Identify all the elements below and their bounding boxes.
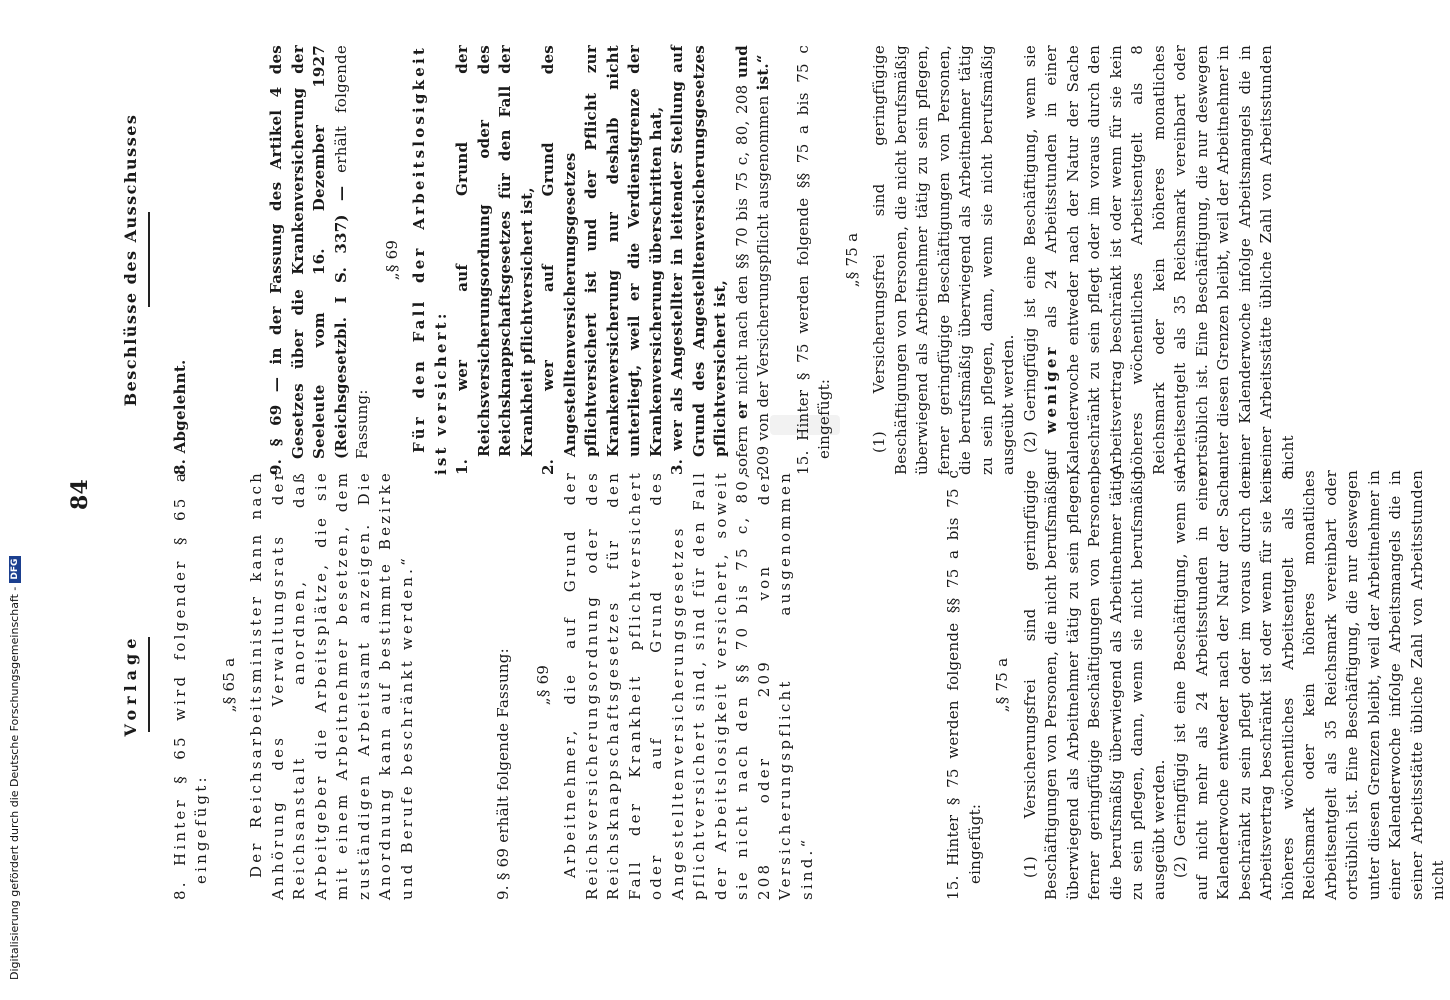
paragraph-75a-1: (1) Versicherungsfrei sind geringfügige Beschäftigungen von Personen, die nicht berufsmäßig überwiegend als Arbeitnehmer tätig zu sein pflegen, ferner geringfügige Beschäftigungen von Personen, die berufsmäßig überwiegend als Arbeitnehmer tätig zu sein pflegen, dann, wenn sie nicht berufsmäßig ausgeübt werden.: [1020, 470, 1168, 900]
paragraph-8-decision: 8. Abgelehnt.: [170, 359, 189, 475]
paragraph-75a-1: (1) Versicherungsfrei sind geringfügige Beschäftigungen von Personen, die nicht berufsmäßig überwiegend als Arbeitnehmer tätig zu sein pflegen, ferner geringfügige Beschäftigungen von Personen, die berufsmäßig überwiegend als Arbeitnehmer tätig zu sein pflegen, dann, wenn sie nicht berufsmäßig ausgeübt werden.: [870, 45, 1017, 475]
section-marker-69: „§ 69: [382, 239, 401, 281]
column-vorlage: [120, 470, 1450, 900]
paragraph-9-intro: [266, 45, 374, 475]
section-marker-65a: „§ 65 a: [219, 657, 238, 713]
paragraph-15-intro: 15. Hinter § 75 werden folgende §§ 75 a bis 75 c eingefügt:: [944, 470, 984, 900]
footer-text: Digitalisierung gefördert durch die Deutsche Forschungsgemeinschaft -: [8, 586, 21, 980]
paragraph-69-list: [452, 45, 732, 475]
paragraph-8-intro: 8. Hinter § 65 wird folgender § 65 a eingefügt:: [170, 470, 210, 900]
list-item: 1. wer auf Grund der Reichsversicherungsordnung oder des Reichsknappschaftsgesetzes für den Fall der Krankheit pflichtversichert ist,: [453, 45, 536, 475]
dfg-logo-icon: DFG: [9, 556, 21, 583]
paragraph-75a-2: (2) Geringfügig ist eine Beschäftigung, wenn sie auf nicht mehr als 24 Arbeitsstunden in einer Kalenderwoche entweder nach der Natur der Sache beschränkt zu sein pflegt oder im voraus durch den Arbeitsvertrag beschränkt ist oder wenn für sie kein höheres wöchentliches Arbeitsentgelt als 8 Reichsmark oder kein höheres monatliches Arbeitsentgelt als 35 Reichsmark vereinbart oder ortsüblich ist. Eine Beschäftigung, die nur deswegen unter diesen Grenzen bleibt, weil der Arbeitnehmer in einer Kalenderwoche infolge Arbeitsmangels die in seiner Arbeitsstätte übliche Zahl von Arbeitsstunden nicht: [1171, 470, 1447, 900]
paragraph-75a-2: (2) Geringfügig ist eine Beschäftigung, wenn sie auf weniger als 24 Arbeitsstunden in einer Kalenderwoche entweder nach der Natur der Sache beschränkt zu sein pflegt oder im voraus durch den Arbeitsvertrag beschränkt ist oder wenn für sie kein höheres wöchentliches Arbeitsentgelt als 8 Reichsmark oder kein höheres monatliches Arbeitsentgelt als 35 Reichsmark vereinbart oder ortsüblich ist. Eine Beschäftigung, die nur deswegen unter diesen Grenzen bleibt, weil der Arbeitnehmer in einer Kalenderwoche infolge Arbeitsmangels die in seiner Arbeitsstätte übliche Zahl von Arbeitsstunden nicht: [1020, 45, 1297, 475]
page-number: 84: [67, 478, 93, 510]
paragraph-69-body: Arbeitnehmer, die auf Grund der Reichsversicherungsordnung oder des Reichsknappschaftsgesetzes für den Fall der Krankheit pflichtversichert oder auf Grund des Angestelltenversicherungsgesetzes pflichtversichert sind, sind für den Fall der Arbeitslosigkeit versichert, soweit sie nicht nach den §§ 70 bis 75 c, 80, 208 oder 209 von der Versicherungspflicht ausgenommen sind.“: [561, 470, 816, 900]
section-marker-69: „§ 69: [533, 664, 552, 706]
column-heading-beschluesse: Beschlüsse des Ausschusses: [121, 113, 140, 407]
column-heading-vorlage: Vorlage: [121, 633, 140, 737]
paragraph-65a-body: Der Reichsarbeitsminister kann nach Anhörung des Verwaltungsrats der Reichsanstalt anordnen, daß Arbeitgeber die Arbeitsplätze, die sie mit einem Arbeitnehmer besetzen, dem zuständigen Arbeitsamt anzeigen. Die Anordnung kann auf bestimmte Bezirke und Berufe beschränkt werden.“: [247, 470, 416, 900]
section-marker-75a: „§ 75 a: [993, 657, 1011, 713]
paragraph-9-intro: 9. § 69 erhält folgende Fassung:: [494, 648, 512, 900]
digitization-footer: [8, 556, 22, 980]
paragraph-9-intro-bold: 9. § 69 — in der Fassung des Artikel 4 des Gesetzes über die Krankenversicherung der Seeleute vom 16. Dezember 1927 (Reichsgesetzbl. I S. 337) —: [267, 45, 350, 475]
paragraph-69-tail: sofern er nicht nach den §§ 70 bis 75 c, 80, 208 und 209 von der Versicherungspflicht ausgenommen ist.“: [732, 45, 772, 475]
list-item: 3. wer als Angestellter in leitender Stellung auf Grund des Angestelltenversicherungsgesetzes pflichtversichert ist,: [668, 45, 729, 475]
paragraph-9-intro-tail: erhält folgende Fassung:: [331, 45, 371, 459]
scan-smudge: [770, 415, 840, 435]
heading-rule: [148, 213, 150, 308]
list-item: 2. wer auf Grund des Angestelltenversicherungsgesetzes pflichtversichert ist und der Pflicht zur Krankenversicherung nur deshalb nicht unterliegt, weil er die Verdienstgrenze der Krankenversicherung überschritten hat,: [539, 45, 665, 475]
column-beschluesse: [120, 45, 1299, 475]
heading-rule: [148, 638, 150, 733]
paragraph-15-intro: 15. Hinter § 75 werden folgende §§ 75 a bis 75 c eingefügt:: [793, 45, 833, 475]
paragraph-69-lead: Für den Fall der Arbeitslosigkeit ist versichert:: [410, 45, 450, 475]
section-marker-75a: „§ 75 a: [842, 232, 861, 288]
